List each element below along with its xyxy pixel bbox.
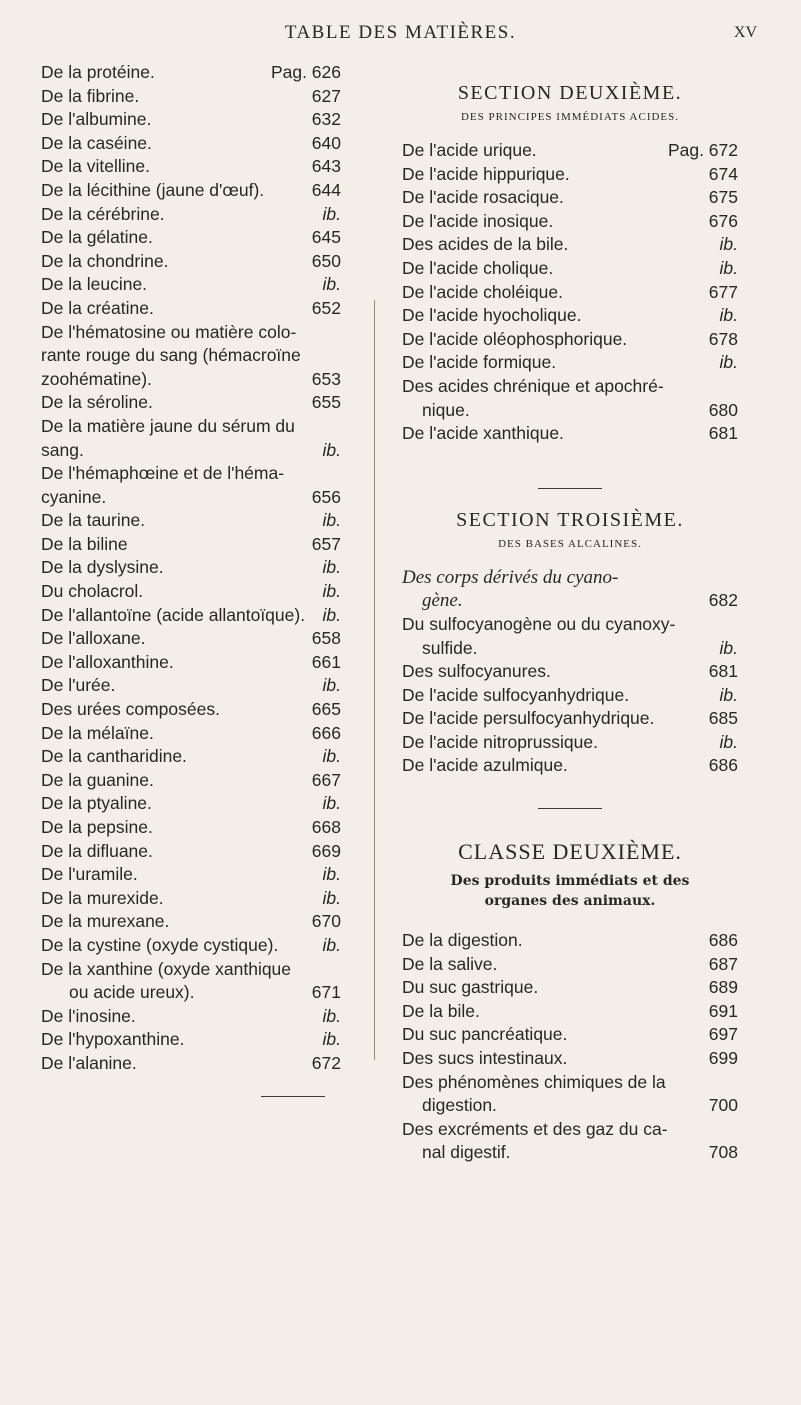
toc-entry[interactable]: De la séroline. 655: [41, 392, 341, 413]
toc-entry[interactable]: De la cérébrine. ib.: [41, 203, 341, 224]
toc-entry[interactable]: De l'alloxanthine. 661: [41, 651, 341, 672]
toc-entry[interactable]: De la murexide. ib.: [41, 887, 341, 908]
running-head: TABLE DES MATIÈRES.: [284, 22, 517, 43]
toc-entry[interactable]: Des urées composées. 665: [41, 699, 341, 720]
toc-entry[interactable]: De la guanine. 667: [41, 769, 341, 790]
section-subtitle: DES PRINCIPES IMMÉDIATS ACIDES.: [460, 111, 680, 123]
toc-entry[interactable]: De l'acide nitroprussique. ib.: [402, 731, 738, 752]
toc-entry[interactable]: De l'uramile. ib.: [41, 864, 341, 885]
toc-entry[interactable]: Du suc pancréatique. 697: [402, 1024, 738, 1045]
toc-entry[interactable]: De l'acide inosique. 676: [402, 210, 738, 231]
toc-entry[interactable]: De la cystine (oxyde cystique). ib.: [41, 934, 341, 955]
toc-entry[interactable]: De la biline 657: [41, 533, 341, 554]
toc-entry[interactable]: Des excréments et des gaz du ca- nal digestif. 708: [402, 1118, 738, 1163]
toc-entry[interactable]: De la bile. 691: [402, 1000, 738, 1021]
toc-entry[interactable]: De la mélaïne. 666: [41, 722, 341, 743]
toc-entry[interactable]: De l'acide xanthique. 681: [402, 423, 738, 444]
toc-entry[interactable]: De l'acide oléophosphorique. 678: [402, 328, 738, 349]
section-subtitle: DES BASES ALCALINES.: [498, 537, 642, 550]
left-column: [41, 61, 341, 1097]
toc-entry[interactable]: Des phénomènes chimiques de la digestion. 700: [402, 1071, 738, 1116]
toc-entry[interactable]: De l'allantoïne (acide allantoïque). ib.: [41, 604, 341, 625]
toc-entry[interactable]: De la digestion. 686: [402, 930, 738, 951]
page-number: XV: [733, 24, 757, 41]
toc-entry[interactable]: De l'acide choléique. 677: [402, 281, 738, 302]
toc-entry[interactable]: De la fibrine. 627: [41, 85, 341, 106]
toc-entry[interactable]: De la cantharidine. ib.: [41, 746, 341, 767]
toc-entry[interactable]: De l'inosine. ib.: [41, 1005, 341, 1026]
toc-entry[interactable]: De la vitelline. 643: [41, 156, 341, 177]
section-title: SECTION DEUXIÈME.: [457, 82, 683, 104]
toc-entry[interactable]: De la créatine. 652: [41, 297, 341, 318]
toc-entry[interactable]: Des acides chrénique et apochré- nique. 680: [402, 375, 738, 420]
toc-entry[interactable]: De la taurine. ib.: [41, 510, 341, 531]
section-title: SECTION TROISIÈME.: [456, 508, 684, 531]
right-column: [402, 82, 738, 1165]
toc-entry[interactable]: Du sulfocyanogène ou du cyanoxy- sulfide. ib.: [402, 613, 738, 658]
toc-entry[interactable]: De la ptyaline. ib.: [41, 793, 341, 814]
toc-entry[interactable]: Du suc gastrique. 689: [402, 977, 738, 998]
class-title: CLASSE DEUXIÈME.: [458, 839, 682, 865]
toc-entry[interactable]: De la difluane. 669: [41, 840, 341, 861]
toc-entry[interactable]: De l'acide azulmique. 686: [402, 755, 738, 776]
toc-entry[interactable]: De la xanthine (oxyde xanthique ou acide ureux). 671: [41, 958, 341, 1003]
toc-entry[interactable]: De l'acide formique. ib.: [402, 352, 738, 373]
toc-entry[interactable]: De la pepsine. 668: [41, 817, 341, 837]
toc-entry[interactable]: De l'acide urique. Pag. 672: [402, 140, 738, 160]
toc-entry[interactable]: De la murexane. 670: [41, 911, 341, 932]
toc-entry[interactable]: De la dyslysine. ib.: [41, 557, 341, 578]
toc-entry[interactable]: De l'hématosine ou matière colo- rante rouge du sang (hémacroïne zoohématine). 653: [41, 321, 341, 389]
toc-entry[interactable]: De la caséine. 640: [41, 132, 341, 153]
toc-entry[interactable]: De l'acide sulfocyanhydrique. ib.: [402, 684, 738, 705]
toc-entry[interactable]: De l'acide cholique. ib.: [402, 257, 738, 278]
toc-entry[interactable]: Des acides de la bile. ib.: [402, 234, 738, 255]
toc-entry[interactable]: Du cholacrol. ib.: [41, 581, 341, 602]
end-rule: [261, 1096, 325, 1097]
toc-entry[interactable]: Des sucs intestinaux. 699: [402, 1048, 738, 1069]
toc-entry[interactable]: De l'acide hippurique. 674: [402, 163, 738, 184]
toc-entry[interactable]: De la gélatine. 645: [41, 227, 341, 248]
toc-entry[interactable]: De l'acide hyocholique. ib.: [402, 305, 738, 326]
class-subtitle: Des produits immédiats et des organes des animaux.: [450, 873, 690, 910]
toc-entry[interactable]: Des corps dérivés du cyano- gène. 682: [402, 566, 738, 612]
toc-entry[interactable]: De la salive. 687: [402, 953, 738, 974]
toc-entry[interactable]: De l'acide persulfocyanhydrique. 685: [402, 708, 738, 729]
toc-entry[interactable]: De la chondrine. 650: [41, 250, 341, 271]
toc-entry[interactable]: De l'alloxane. 658: [41, 628, 341, 649]
toc-entry[interactable]: De l'urée. ib.: [41, 675, 341, 696]
toc-entry[interactable]: De la leucine. ib.: [41, 274, 341, 295]
toc-entry[interactable]: De l'hémaphœine et de l'héma- cyanine. 656: [41, 463, 341, 507]
column-divider: [374, 300, 375, 1060]
toc-entry[interactable]: Des sulfocyanures. 681: [402, 661, 738, 682]
toc-entry[interactable]: De l'albumine. 632: [41, 109, 341, 130]
toc-entry[interactable]: De la protéine. Pag. 626: [41, 62, 341, 82]
toc-entry[interactable]: De l'hypoxanthine. ib.: [41, 1029, 341, 1050]
toc-entry[interactable]: De l'acide rosacique. 675: [402, 187, 738, 208]
toc-entry[interactable]: De la matière jaune du sérum du sang. ib.: [41, 415, 341, 460]
toc-entry[interactable]: De la lécithine (jaune d'œuf). 644: [41, 179, 341, 200]
toc-entry[interactable]: De l'alanine. 672: [41, 1052, 341, 1073]
